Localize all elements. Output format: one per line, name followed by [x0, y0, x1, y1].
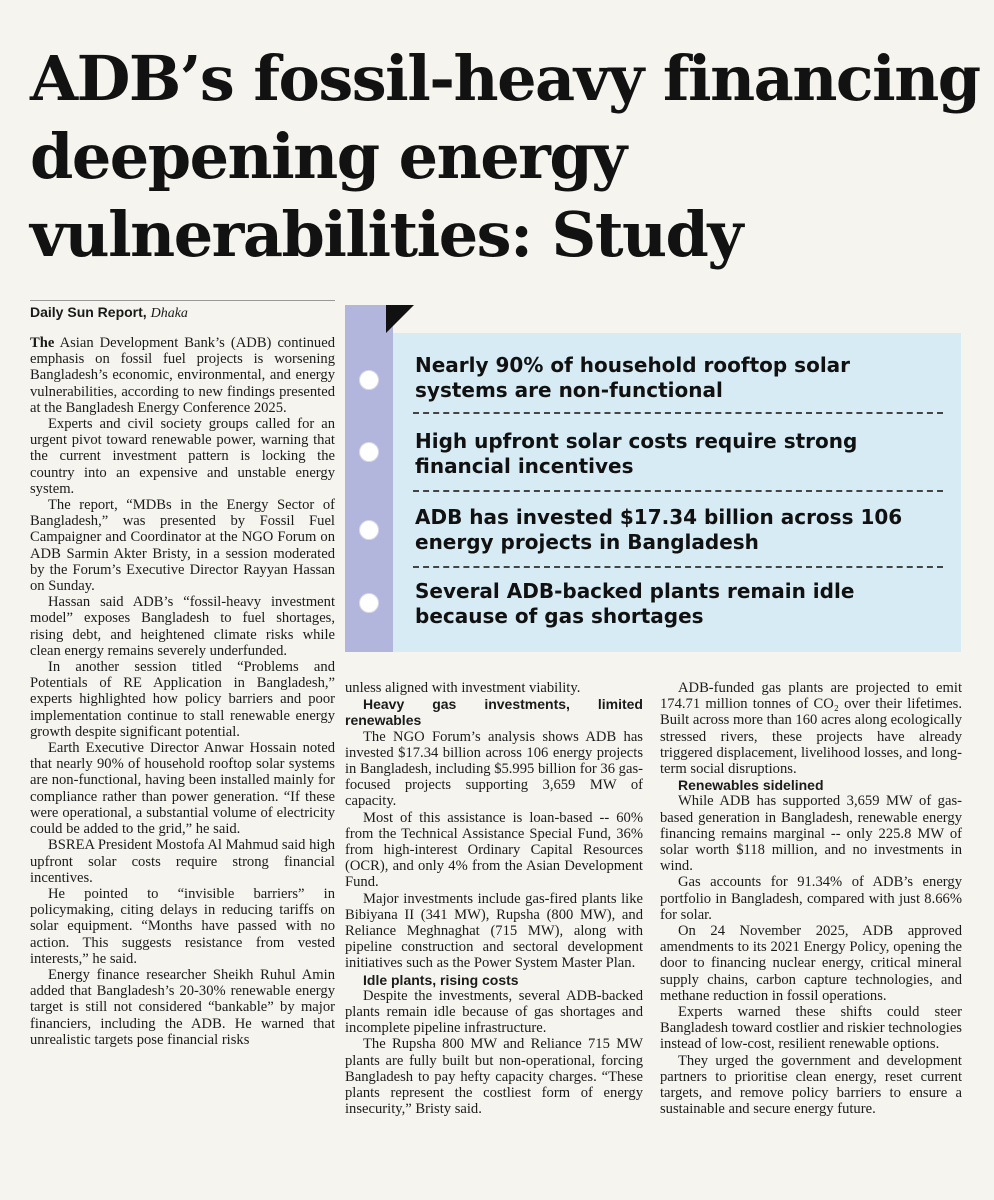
highlight-item: Nearly 90% of household rooftop solar systems are non-functional [415, 353, 851, 402]
byline-place: Dhaka [150, 306, 188, 321]
paragraph: Major investments include gas-fired plants like Bibiyana II (341 MW), Rupsha (800 MW), and Reliance Meghnaghat (715 MW), along with pipeline construction and sectoral development initiatives such as the Power System Master Plan. [345, 890, 643, 972]
article-column-2 [345, 680, 643, 1117]
paragraph: unless aligned with investment viability. [345, 680, 581, 696]
paragraph: Experts warned these shifts could steer Bangladesh toward costlier and riskier technologies instead of low-cost, resilient renewable options. [660, 1004, 962, 1053]
paragraph: In another session titled “Problems and Potentials of RE Application in Bangladesh,” experts highlighted how policy barriers and poor implementation continue to stall renewable energy growth despite significant potential. [30, 659, 335, 740]
paragraph [30, 335, 335, 416]
paragraph: BSREA President Mostofa Al Mahmud said high upfront solar costs require strong financial incentives. [30, 837, 336, 886]
paragraph: ADB-funded gas plants are projected to emit 174.71 million tonnes of CO₂ over their lifetimes. Built across more than 160 acres along ecologically stressed rivers, these projects have already triggered displacement, livelihood losses, and long-term social disruptions. [660, 680, 962, 778]
article-column-1 [30, 335, 335, 1048]
byline [30, 304, 188, 322]
lead-word: The [30, 335, 55, 351]
paragraph: They urged the government and development partners to prioritise clean energy, reset current targets, and remove policy barriers to ensure a sustainable and secure energy future. [660, 1052, 962, 1118]
byline-source: Daily Sun Report, [30, 304, 147, 320]
subheading: Heavy gas investments, limited renewables [345, 696, 643, 729]
paragraph: Experts and civil society groups called for an urgent pivot toward renewable power, warning that the current investment pattern is locking the country into an expensive and unstable energy system. [30, 416, 335, 497]
paragraph: Gas accounts for 91.34% of ADB’s energy portfolio in Bangladesh, compared with just 8.66% for solar. [660, 874, 962, 923]
paragraph: On 24 November 2025, ADB approved amendments to its 2021 Energy Policy, opening the door to financing nuclear energy, critical mineral supply chains, carbon capture technologies, and methane reduction in fossil operations. [660, 923, 962, 1004]
paragraph: He pointed to “invisible barriers” in policymaking, citing delays in reducing tariffs on solar equipment. “Months have passed with no action. This suggests resistance from vested interests,” he said. [30, 885, 335, 967]
highlight-item: ADB has invested $17.34 billion across 106 energy projects in Bangladesh [415, 505, 903, 554]
subheading: Renewables sidelined [678, 777, 824, 794]
byline-rule [30, 300, 335, 301]
paragraph: Energy finance researcher Sheikh Ruhul Amin added that Bangladesh’s 20-30% renewable energy target is still not considered “bankable” by major financiers, including the ADB. He warned that unrealistic targets pose financial risks [30, 966, 335, 1048]
paragraph: Earth Executive Director Anwar Hossain noted that nearly 90% of household rooftop solar systems are non-functional, having been installed mainly for compliance rather than power generation. “If these were operational, a substantial volume of electricity could be added to the grid,” he said. [30, 740, 335, 838]
headline: ADB’s fossil-heavy financing deepening energy vulnerabilities: Study [30, 42, 980, 271]
bullet-dot-icon [359, 442, 379, 462]
bullet-dot-icon [359, 593, 379, 613]
highlight-item: High upfront solar costs require strong financial incentives [415, 429, 858, 478]
highlights-box [393, 333, 961, 652]
bullet-dot-icon [359, 520, 379, 540]
highlight-item: Several ADB-backed plants remain idle because of gas shortages [415, 579, 855, 628]
subheading: Idle plants, rising costs [363, 971, 519, 988]
paragraph: Hassan said ADB’s “fossil-heavy investment model” exposes Bangladesh to fuel shortages, rising debt, and heightened climate risks while clean energy remains severely underfunded. [30, 594, 335, 659]
article-column-3 [660, 680, 962, 1117]
paragraph: The NGO Forum’s analysis shows ADB has invested $17.34 billion across 106 energy projects in Bangladesh, including $5.995 billion for 36 gas-focused projects supporting 3,659 MW of capacity. [345, 728, 643, 810]
dashed-divider [413, 490, 943, 492]
corner-arrow-icon [386, 305, 414, 333]
paragraph: The Rupsha 800 MW and Reliance 715 MW plants are fully built but non-operational, forcing Bangladesh to pay hefty capacity charges. “These plants represent the costliest form of energy insecurity,” Bristy said. [345, 1036, 643, 1118]
paragraph: Most of this assistance is loan-based -- 60% from the Technical Assistance Special Fund, 36% from high-interest Ordinary Capital Resources (OCR), and only 4% from the Asian Development Fund. [345, 809, 643, 891]
paragraph: While ADB has supported 3,659 MW of gas-based generation in Bangladesh, renewable energy financing remains marginal -- only 225.8 MW of solar worth $118 million, and no investments in wind. [660, 793, 962, 875]
paragraph: The report, “MDBs in the Energy Sector of Bangladesh,” was presented by Fossil Fuel Campaigner and Coordinator at the NGO Forum on ADB Sarmin Akter Bristy, in a session moderated by the Forum’s Executive Director Rayyan Hassan on Sunday. [30, 497, 335, 595]
paragraph-text: Asian Development Bank’s (ADB) continued emphasis on fossil fuel projects is worsening Bangladesh’s economic, environmental, and energy vulnerabilities, according to new findings presented at the Bangladesh Energy Conference 2025. [30, 335, 335, 416]
paragraph: Despite the investments, several ADB-backed plants remain idle because of gas shortages and incomplete pipeline infrastructure. [345, 987, 643, 1037]
dashed-divider [413, 566, 943, 568]
bullet-dot-icon [359, 370, 379, 390]
dashed-divider [413, 412, 943, 414]
highlights-stripe [345, 305, 393, 652]
